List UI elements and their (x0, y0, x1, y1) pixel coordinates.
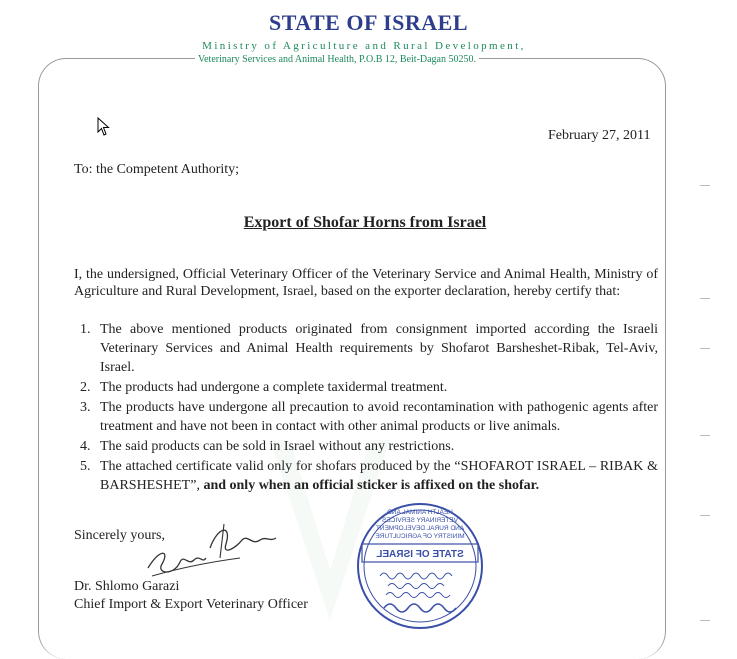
margin-mark (700, 185, 710, 186)
signer-title: Chief Import & Export Veterinary Officer (74, 597, 308, 612)
list-item: 2. The products had undergone a complete taxidermal treatment. (80, 380, 448, 395)
list-item: 1. The above mentioned products originated from consignment imported according the Israeli Veterinary Services and Animal Health requirements by Shofarot Barsheshet-Ribak, Tel-Aviv, Israel. (80, 322, 658, 375)
list-item: 4. The said products can be sold in Israel without any restrictions. (80, 439, 455, 454)
letterhead-title: STATE OF ISRAEL (268, 10, 469, 35)
letter-date: February 27, 2011 (548, 128, 651, 143)
margin-mark (700, 435, 710, 436)
margin-mark (700, 620, 710, 621)
certification-list (74, 320, 658, 496)
letter-intro: I, the undersigned, Official Veterinary Officer of the Veterinary Service and Animal Health, Ministry of Agriculture and Rural Development, Israel, based on the exporter declaration, hereby certify that: (74, 267, 658, 299)
letterhead-ministry: Ministry of Agriculture and Rural Development, (202, 40, 526, 52)
svg-text:MINISTRY OF AGRICULTURE: MINISTRY OF AGRICULTURE (375, 533, 465, 540)
mouse-pointer-icon (97, 117, 111, 137)
letter-subject: Export of Shofar Horns from Israel (243, 214, 487, 231)
letter-recipient: To: the Competent Authority; (74, 162, 240, 177)
signer-name: Dr. Shlomo Garazi (74, 579, 180, 594)
svg-text:STATE OF ISRAEL: STATE OF ISRAEL (376, 549, 464, 560)
signer-block (74, 578, 308, 614)
svg-text:AND RURAL DEVELOPMENT: AND RURAL DEVELOPMENT (375, 525, 465, 532)
list-item: 5. The attached certificate valid only for shofars produced by the “SHOFAROT ISRAEL – RIBAK & BARSHESHET”, and only when an official sticker is affixed on the shofar. (80, 459, 658, 493)
margin-mark (700, 298, 710, 299)
official-stamp (354, 500, 486, 632)
svg-text:VETERINARY SERVICES: VETERINARY SERVICES (382, 517, 458, 524)
handwritten-signature (140, 518, 280, 580)
letterhead-address: Veterinary Services and Animal Health, P.O.B 12, Beit-Dagan 50250. (195, 54, 479, 65)
svg-text:HEALTH ANIMAL AND: HEALTH ANIMAL AND (387, 509, 453, 516)
margin-mark (700, 348, 710, 349)
letter-closing: Sincerely yours, (74, 528, 165, 543)
list-item: 3. The products have undergone all precaution to avoid recontamination with pathogenic agents after treatment and have not been in contact with other animal products or live animals. (80, 400, 658, 434)
margin-mark (700, 515, 710, 516)
